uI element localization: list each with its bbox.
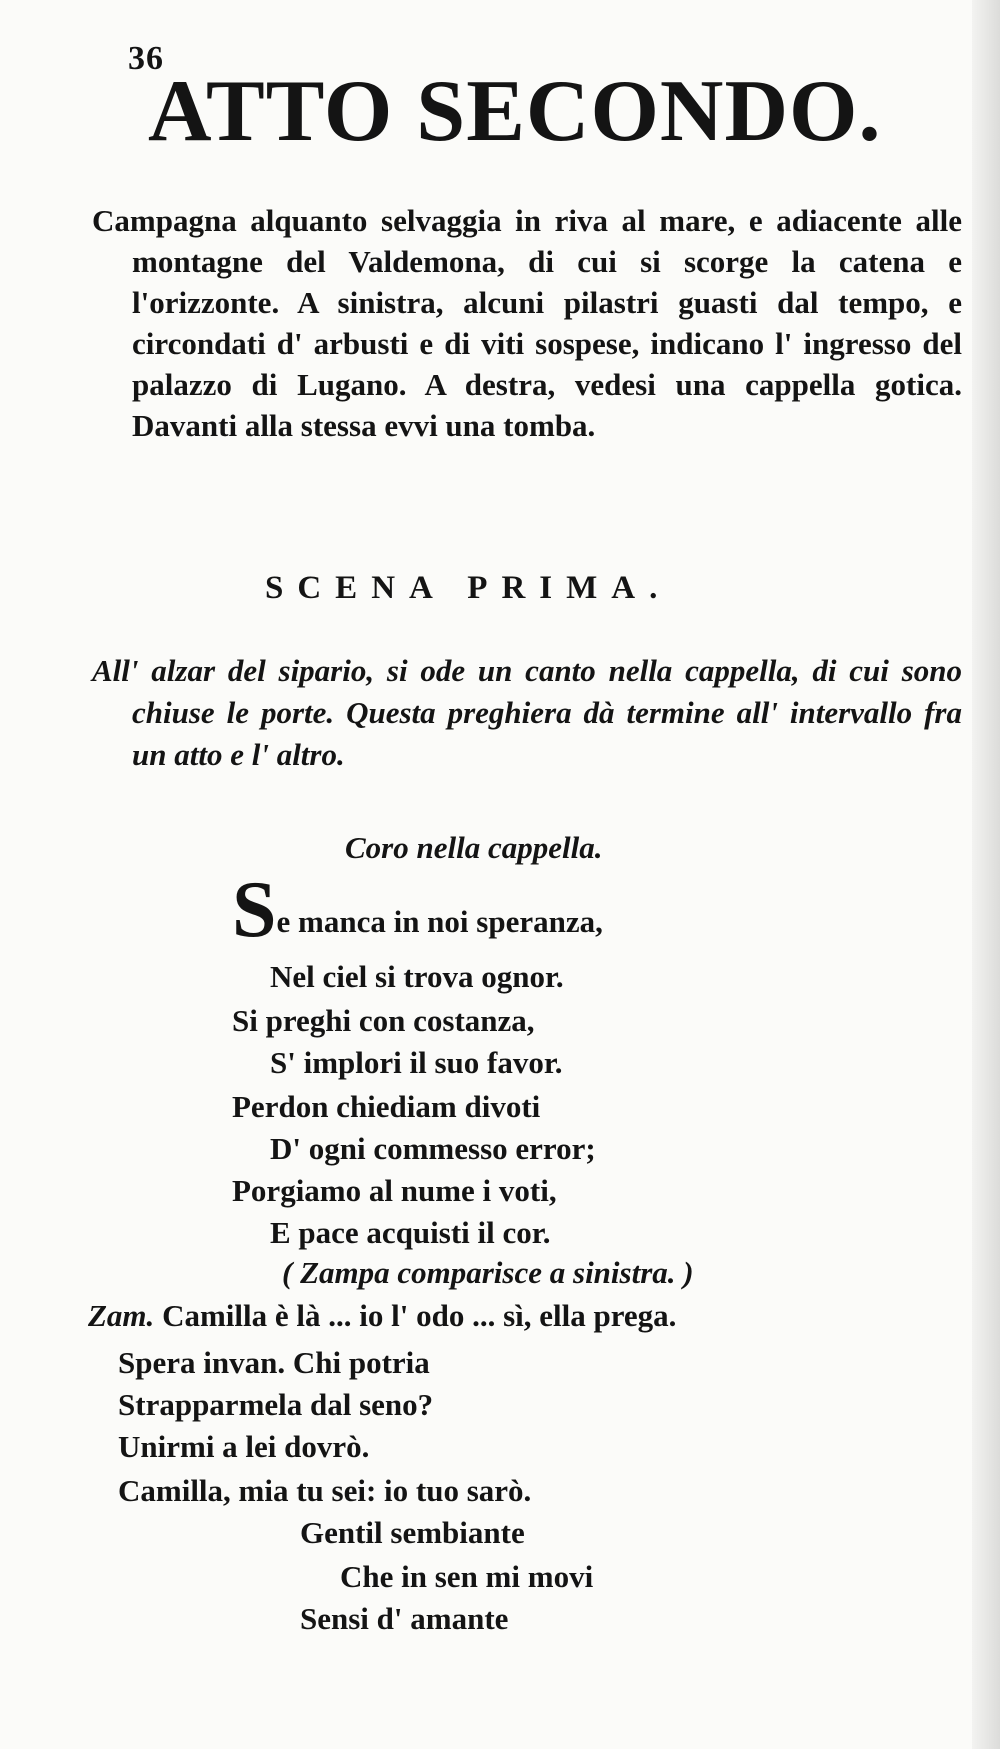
- zampa-line-6: Gentil sembiante: [300, 1515, 525, 1550]
- zampa-line-4: Unirmi a lei dovrò.: [118, 1429, 370, 1464]
- chorus-line-2: Nel ciel si trova ognor.: [270, 959, 564, 994]
- zampa-line-2: Spera invan. Chi potria: [118, 1345, 430, 1380]
- zampa-line-3: Strapparmela dal seno?: [118, 1387, 434, 1422]
- page-edge-shadow: [972, 0, 1000, 1749]
- zampa-line-7: Che in sen mi movi: [340, 1559, 594, 1594]
- setting-description: Campagna alquanto selvaggia in riva al mare, e adiacente alle montagne del Valdemona, di cui si scorge la catena e l'orizzonte. A sinistra, alcuni pilastri guasti dal tempo, e circondati d' arbusti e di viti sospese, indicano l' ingresso del palazzo di Lugano. A destra, vedesi una cappella gotica. Davanti alla stessa evvi una tomba.: [92, 203, 962, 443]
- drop-cap: S: [232, 866, 277, 954]
- act-title: ATTO SECONDO.: [148, 63, 882, 160]
- chorus-line-7: Porgiamo al nume i voti,: [232, 1173, 557, 1208]
- zampa-line-5: Camilla, mia tu sei: io tuo sarò.: [118, 1473, 532, 1508]
- chorus-line-8: E pace acquisti il cor.: [270, 1215, 551, 1250]
- chorus-line-1: [232, 866, 603, 954]
- zampa-line-1-text: Camilla è là ... io l' odo ... sì, ella prega.: [162, 1298, 677, 1333]
- chorus-label: Coro nella cappella.: [345, 830, 603, 865]
- zampa-line-1: [88, 1298, 676, 1334]
- zampa-line-8: Sensi d' amante: [300, 1601, 509, 1636]
- stage-note: ( Zampa comparisce a sinistra. ): [282, 1255, 694, 1290]
- chorus-line-4: S' implori il suo favor.: [270, 1045, 563, 1080]
- scene-title: SCENA PRIMA.: [265, 570, 672, 606]
- chorus-line-3: Si preghi con costanza,: [232, 1003, 535, 1038]
- speaker-name: Zam.: [88, 1298, 155, 1333]
- chorus-line-6: D' ogni commesso error;: [270, 1131, 596, 1166]
- chorus-line-5: Perdon chiediam divoti: [232, 1089, 541, 1124]
- opening-stage-direction: All' alzar del sipario, si ode un canto nella cappella, di cui sono chiuse le porte. Questa preghiera dà termine all' intervallo fra un atto e l' altro.: [92, 653, 962, 772]
- chorus-line-1-rest: e manca in noi speranza,: [276, 904, 603, 939]
- page-number: 36: [128, 40, 164, 77]
